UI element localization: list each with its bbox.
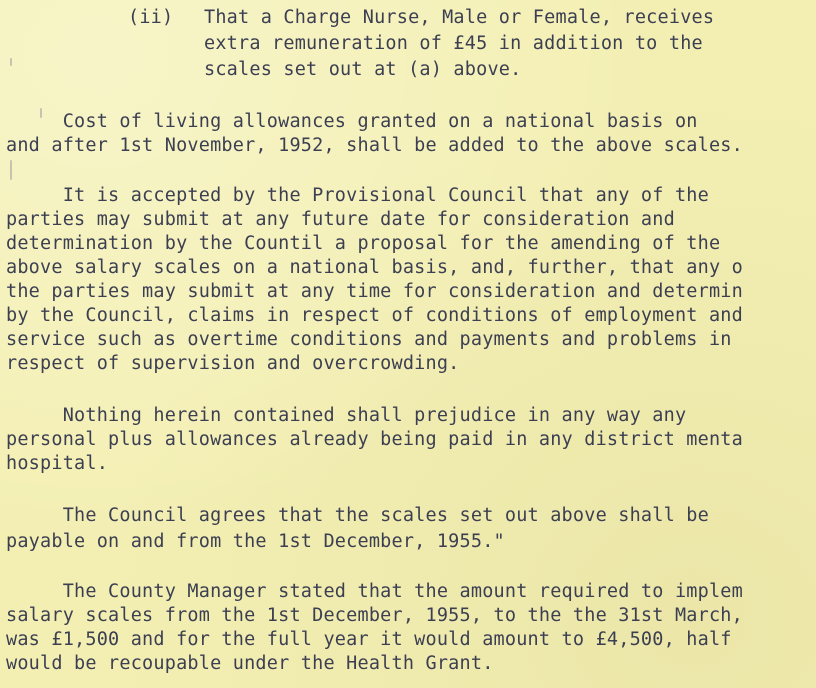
paragraph-line: and after 1st November, 1952, shall be added to the above scales. — [6, 135, 743, 156]
paper-mark — [10, 160, 12, 180]
paragraph-line: was £1,500 and for the full year it would amount to £4,500, half — [6, 629, 732, 650]
paragraph-line: respect of supervision and overcrowding. — [6, 353, 460, 374]
paragraph-line: above salary scales on a national basis, and, further, that any o — [6, 257, 743, 278]
paragraph-line: hospital. — [6, 453, 109, 474]
paragraph-line: Cost of living allowances granted on a national basis on — [6, 111, 698, 132]
paragraph-line: Nothing herein contained shall prejudice in any way any — [6, 405, 687, 426]
paragraph-line: payable on and from the 1st December, 1955." — [6, 531, 505, 552]
paragraph-line: The County Manager stated that the amount required to implem — [6, 581, 743, 602]
paper-mark — [10, 58, 12, 66]
paragraph-line: personal plus allowances already being paid in any district menta — [6, 429, 743, 450]
paragraph-line: service such as overtime conditions and payments and problems in — [6, 329, 732, 350]
paragraph-line: parties may submit at any future date for consideration and — [6, 209, 675, 230]
clause-line: That a Charge Nurse, Male or Female, receives — [204, 7, 715, 28]
paragraph-line: the parties may submit at any time for consideration and determin — [6, 281, 743, 302]
paragraph-line: The Council agrees that the scales set out above shall be — [6, 505, 709, 526]
paragraph-line: salary scales from the 1st December, 1955, to the the 31st March, — [6, 605, 743, 626]
clause-line: extra remuneration of £45 in addition to the — [204, 33, 703, 54]
paragraph-line: by the Council, claims in respect of conditions of employment and — [6, 305, 743, 326]
clause-label: (ii) — [128, 7, 174, 28]
clause-line: scales set out at (a) above. — [204, 59, 522, 80]
paragraph-line: It is accepted by the Provisional Council that any of the — [6, 185, 709, 206]
paper-mark — [40, 108, 42, 118]
paragraph-line: determination by the Countil a proposal for the amending of the — [6, 233, 721, 254]
paragraph-line: would be recoupable under the Health Grant. — [6, 653, 494, 674]
